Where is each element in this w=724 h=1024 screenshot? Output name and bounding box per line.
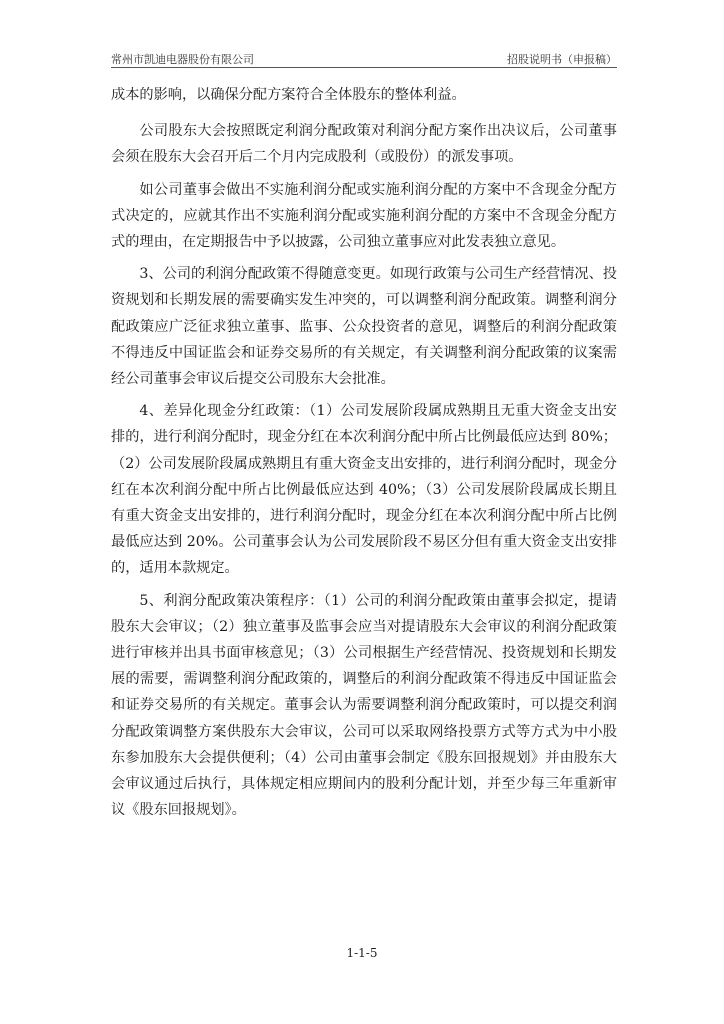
header-document-title: 招股说明书（申报稿）: [507, 53, 617, 66]
paragraph-decision-procedure: 5、利润分配政策决策程序：（1）公司的利润分配政策由董事会拟定，提请股东大会审议；（2）独立董事及监事会应当对提请股东大会审议的利润分配政策进行审核并出具书面审核意见；（3）公司根据生产经营情况、投资规划和长期发展的需要，需调整利润分配政策的，调整后的利润分配政策不得违反中国证监会和证券交易所的有关规定。董事会认为需要调整利润分配政策时，可以提交利润分配政策调整方案供股东大会审议，公司可以采取网络投票方式等方式为中小股东参加股东大会提供便利；（4）公司由董事会制定《股东回报规划》并由股东大会审议通过后执行，具体规定相应期间内的股利分配计划，并至少每三年重新审议《股东回报规划》。: [111, 592, 617, 819]
page-header: [111, 50, 617, 68]
page-number: 1-1-5: [346, 946, 378, 960]
paragraph-differentiated-cash-dividend: 4、差异化现金分红政策：（1）公司发展阶段属成熟期且无重大资金支出安排的，进行利润分配时，现金分红在本次利润分配中所占比例最低应达到 80%；（2）公司发展阶段属成熟期且有重大资金支出安排的，进行利润分配时，现金分红在本次利润分配中所占比例最低应达到 40%；（3）公司发展阶段属成长期且有重大资金支出安排的，进行利润分配时，现金分红在本次利润分配中所占比例最低应达到 20%。公司董事会认为公司发展阶段不易区分但有重大资金支出安排的，适用本款规定。: [111, 403, 617, 577]
header-divider: [111, 67, 617, 68]
header-company-name: 常州市凯迪电器股份有限公司: [111, 53, 254, 66]
paragraph-no-cash-dividend-disclosure: 如公司董事会做出不实施利润分配或实施利润分配的方案中不含现金分配方式决定的，应就其作出不实施利润分配或实施利润分配的方案中不含现金分配方式的理由，在定期报告中予以披露，公司独立董事应对此发表独立意见。: [111, 181, 617, 251]
paragraph-continuation: 成本的影响，以确保分配方案符合全体股东的整体利益。: [111, 87, 466, 103]
document-body: [111, 82, 617, 829]
paragraph-policy-change: 3、公司的利润分配政策不得随意变更。如现行政策与公司生产经营情况、投资规划和长期发展的需要确实发生冲突的，可以调整利润分配政策。调整利润分配政策应广泛征求独立董事、监事、公众投资者的意见，调整后的利润分配政策不得违反中国证监会和证券交易所的有关规定，有关调整利润分配政策的议案需经公司董事会审议后提交公司股东大会批准。: [111, 266, 617, 388]
paragraph-dividend-distribution: 公司股东大会按照既定利润分配政策对利润分配方案作出决议后，公司董事会须在股东大会召开后二个月内完成股利（或股份）的派发事项。: [111, 123, 617, 166]
